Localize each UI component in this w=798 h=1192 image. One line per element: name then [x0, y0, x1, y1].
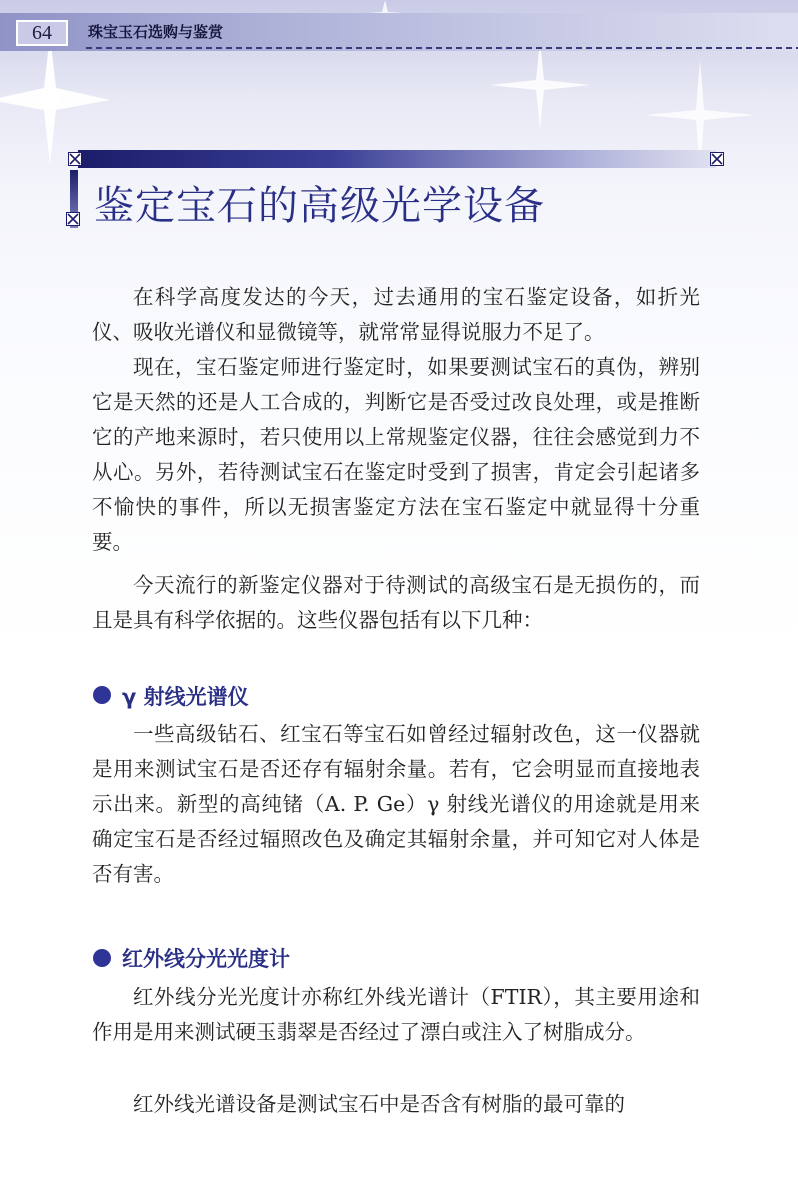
section-paragraph: 红外线光谱设备是测试宝石中是否含有树脂的最可靠的 — [133, 1092, 625, 1116]
section-heading: 红外线分光光度计 — [122, 947, 290, 971]
sparkle-decoration — [480, 40, 600, 130]
book-title: 珠宝玉石选购与鉴赏 — [88, 23, 224, 41]
intro-paragraph: 现在，宝石鉴定师进行鉴定时，如果要测试宝石的真伪，辨别它是天然的还是人工合成的，判断它是否受过改良处理，或是推断它的产地来源时，若只使用以上常规鉴定仪器，往往会感觉到力不从心。另外，若待测试宝石在鉴定时受到了损害，肯定会引起诸多不愉快的事件，所以无损害鉴定方法在宝石鉴定中就显得十分重要。 — [92, 355, 700, 554]
section-bullet — [93, 686, 111, 704]
section-heading: γ 射线光谱仪 — [122, 685, 249, 709]
header-divider — [86, 47, 798, 49]
section-bullet — [93, 949, 111, 967]
page-number: 64 — [16, 20, 68, 46]
sparkle-decoration — [0, 30, 160, 170]
section-paragraph: 红外线分光光度计亦称红外线光谱计（FTIR），其主要用途和作用是用来测试硬玉翡翠是否经过了漂白或注入了树脂成分。 — [92, 985, 700, 1044]
intro-paragraph: 在科学高度发达的今天，过去通用的宝石鉴定设备，如折光仪、吸收光谱仪和显微镜等，就常常显得说服力不足了。 — [92, 285, 700, 344]
section-paragraph: 一些高级钻石、红宝石等宝石如曾经过辐射改色，这一仪器就是用来测试宝石是否还存有辐射余量。若有，它会明显而直接地表示出来。新型的高纯锗（A. P. Ge）γ 射线光谱仪的用途就是用来确定宝石是否经过辐照改色及确定其辐射余量，并可知它对人体是否有害。 — [92, 722, 700, 886]
chapter-title: 鉴定宝石的高级光学设备 — [94, 183, 545, 229]
x-square-icon — [68, 152, 82, 166]
x-square-icon — [710, 152, 724, 166]
title-banner-bar — [78, 150, 716, 168]
x-square-icon — [66, 212, 80, 226]
intro-paragraph: 今天流行的新鉴定仪器对于待测试的高级宝石是无损伤的，而且是具有科学依据的。这些仪器包括有以下几种： — [92, 573, 700, 632]
